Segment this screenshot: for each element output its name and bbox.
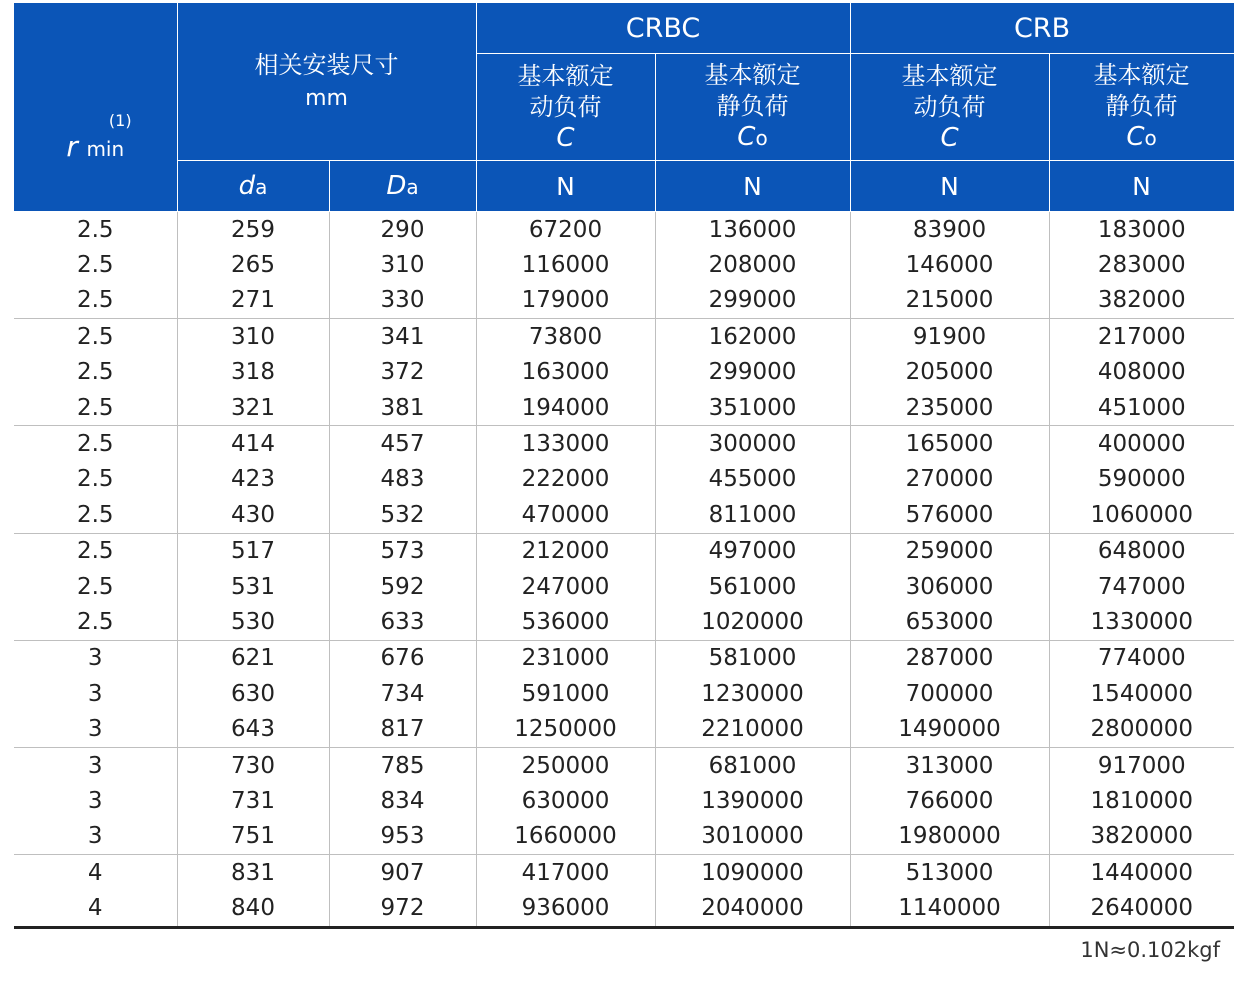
cell-crbc-static: 208000 xyxy=(655,247,850,282)
cell-Da: 676 xyxy=(329,640,476,676)
header-unit-crb-dynamic: N xyxy=(850,161,1049,212)
cell-crb-dynamic: 306000 xyxy=(850,569,1049,604)
cell-crb-dynamic: 287000 xyxy=(850,640,1049,676)
bearing-table-container xyxy=(14,2,1234,929)
cell-crb-static: 1330000 xyxy=(1049,604,1234,640)
cell-Da: 330 xyxy=(329,283,476,319)
cell-Da: 734 xyxy=(329,676,476,711)
cell-Da: 372 xyxy=(329,355,476,390)
cell-crb-dynamic: 513000 xyxy=(850,855,1049,891)
cell-Da: 483 xyxy=(329,462,476,497)
cell-crb-static: 1540000 xyxy=(1049,676,1234,711)
cell-crbc-static: 2210000 xyxy=(655,711,850,747)
mounting-unit: mm xyxy=(305,85,348,111)
cell-rmin: 4 xyxy=(14,890,177,927)
dyn-line1: 基本额定 xyxy=(517,61,614,90)
cell-rmin: 2.5 xyxy=(14,212,177,248)
cell-rmin: 2.5 xyxy=(14,604,177,640)
cell-crbc-static: 455000 xyxy=(655,462,850,497)
cell-da: 840 xyxy=(177,890,329,927)
bearing-load-table xyxy=(14,2,1235,929)
header-mounting-dimensions xyxy=(177,3,476,161)
cell-crbc-dynamic: 470000 xyxy=(476,497,655,533)
cell-Da: 972 xyxy=(329,890,476,927)
cell-crbc-static: 1230000 xyxy=(655,676,850,711)
cell-da: 414 xyxy=(177,426,329,462)
cell-crb-static: 1440000 xyxy=(1049,855,1234,891)
mounting-title: 相关安装尺寸 xyxy=(254,50,399,79)
cell-rmin: 3 xyxy=(14,640,177,676)
table-row xyxy=(14,212,1234,248)
cell-da: 310 xyxy=(177,319,329,355)
sta-line1: 基本额定 xyxy=(1093,61,1190,89)
cell-crb-dynamic: 1140000 xyxy=(850,890,1049,927)
cell-rmin: 3 xyxy=(14,819,177,855)
table-row xyxy=(14,569,1234,604)
cell-crb-static: 217000 xyxy=(1049,319,1234,355)
da-symbol: d xyxy=(238,171,256,201)
da-subscript: a xyxy=(255,175,268,199)
table-row xyxy=(14,247,1234,282)
table-row xyxy=(14,890,1234,927)
cell-rmin: 2.5 xyxy=(14,533,177,569)
cell-crbc-static: 3010000 xyxy=(655,819,850,855)
cell-rmin: 2.5 xyxy=(14,319,177,355)
cell-crbc-dynamic: 222000 xyxy=(476,462,655,497)
cell-crb-dynamic: 83900 xyxy=(850,212,1049,248)
cell-crb-static: 774000 xyxy=(1049,640,1234,676)
cell-crbc-static: 2040000 xyxy=(655,890,850,927)
cell-Da: 817 xyxy=(329,711,476,747)
dyn-symbol: C xyxy=(940,122,959,153)
cell-crb-dynamic: 1490000 xyxy=(850,711,1049,747)
cell-crb-dynamic: 215000 xyxy=(850,283,1049,319)
cell-crbc-static: 1090000 xyxy=(655,855,850,891)
sta-subscript: o xyxy=(1144,126,1157,150)
cell-Da: 532 xyxy=(329,497,476,533)
dyn-line2: 动负荷 xyxy=(913,92,986,121)
cell-rmin: 3 xyxy=(14,747,177,783)
cell-crb-static: 1060000 xyxy=(1049,497,1234,533)
cell-rmin: 3 xyxy=(14,711,177,747)
header-crb-static xyxy=(1049,54,1234,161)
cell-Da: 834 xyxy=(329,783,476,818)
cell-rmin: 4 xyxy=(14,855,177,891)
cell-rmin: 2.5 xyxy=(14,497,177,533)
cell-Da: 592 xyxy=(329,569,476,604)
cell-crbc-dynamic: 936000 xyxy=(476,890,655,927)
cell-crbc-static: 351000 xyxy=(655,390,850,426)
cell-da: 730 xyxy=(177,747,329,783)
cell-rmin: 3 xyxy=(14,676,177,711)
header-Da xyxy=(329,161,476,212)
header-rmin xyxy=(14,3,177,212)
cell-crb-dynamic: 165000 xyxy=(850,426,1049,462)
cell-crb-static: 1810000 xyxy=(1049,783,1234,818)
table-body xyxy=(14,212,1234,928)
cell-crbc-static: 1390000 xyxy=(655,783,850,818)
table-row xyxy=(14,747,1234,783)
header-da xyxy=(177,161,329,212)
cell-crbc-dynamic: 630000 xyxy=(476,783,655,818)
cell-crb-dynamic: 205000 xyxy=(850,355,1049,390)
cell-da: 531 xyxy=(177,569,329,604)
cell-crbc-static: 162000 xyxy=(655,319,850,355)
sta-symbol: C xyxy=(1126,122,1145,152)
header-crbc-static xyxy=(655,54,850,161)
cell-crb-static: 400000 xyxy=(1049,426,1234,462)
cell-da: 731 xyxy=(177,783,329,818)
cell-rmin: 2.5 xyxy=(14,426,177,462)
cell-da: 259 xyxy=(177,212,329,248)
rmin-footnote-mark: (1) xyxy=(108,111,132,130)
header-unit-crb-static: N xyxy=(1049,161,1234,212)
table-row xyxy=(14,355,1234,390)
sta-line1: 基本额定 xyxy=(704,61,801,89)
cell-crbc-static: 497000 xyxy=(655,533,850,569)
header-unit-crbc-dynamic: N xyxy=(476,161,655,212)
cell-crb-static: 3820000 xyxy=(1049,819,1234,855)
table-row xyxy=(14,462,1234,497)
cell-crb-dynamic: 146000 xyxy=(850,247,1049,282)
cell-crbc-static: 681000 xyxy=(655,747,850,783)
cell-crb-static: 408000 xyxy=(1049,355,1234,390)
cell-crbc-static: 811000 xyxy=(655,497,850,533)
Da-symbol: D xyxy=(386,171,407,201)
cell-rmin: 2.5 xyxy=(14,462,177,497)
cell-crbc-dynamic: 67200 xyxy=(476,212,655,248)
cell-crb-dynamic: 700000 xyxy=(850,676,1049,711)
cell-rmin: 2.5 xyxy=(14,355,177,390)
cell-crb-static: 917000 xyxy=(1049,747,1234,783)
cell-Da: 907 xyxy=(329,855,476,891)
table-row xyxy=(14,319,1234,355)
table-row xyxy=(14,819,1234,855)
cell-crbc-static: 1020000 xyxy=(655,604,850,640)
cell-crb-static: 183000 xyxy=(1049,212,1234,248)
sta-line2: 静负荷 xyxy=(716,92,789,120)
cell-crbc-dynamic: 536000 xyxy=(476,604,655,640)
cell-crbc-dynamic: 179000 xyxy=(476,283,655,319)
cell-crb-static: 451000 xyxy=(1049,390,1234,426)
cell-da: 318 xyxy=(177,355,329,390)
cell-rmin: 3 xyxy=(14,783,177,818)
cell-crbc-static: 299000 xyxy=(655,283,850,319)
cell-crb-dynamic: 235000 xyxy=(850,390,1049,426)
cell-crbc-dynamic: 73800 xyxy=(476,319,655,355)
table-row xyxy=(14,426,1234,462)
cell-crbc-dynamic: 116000 xyxy=(476,247,655,282)
rmin-subscript: min xyxy=(86,137,125,161)
cell-Da: 290 xyxy=(329,212,476,248)
cell-crbc-static: 299000 xyxy=(655,355,850,390)
cell-Da: 457 xyxy=(329,426,476,462)
cell-da: 621 xyxy=(177,640,329,676)
cell-crbc-static: 136000 xyxy=(655,212,850,248)
cell-crbc-dynamic: 1660000 xyxy=(476,819,655,855)
cell-crbc-dynamic: 1250000 xyxy=(476,711,655,747)
cell-crbc-dynamic: 247000 xyxy=(476,569,655,604)
cell-Da: 381 xyxy=(329,390,476,426)
header-crbc-dynamic xyxy=(476,54,655,161)
cell-crb-static: 590000 xyxy=(1049,462,1234,497)
cell-rmin: 2.5 xyxy=(14,247,177,282)
cell-crb-dynamic: 653000 xyxy=(850,604,1049,640)
table-row xyxy=(14,783,1234,818)
cell-crbc-dynamic: 163000 xyxy=(476,355,655,390)
cell-Da: 573 xyxy=(329,533,476,569)
sta-subscript: o xyxy=(755,126,768,150)
cell-da: 265 xyxy=(177,247,329,282)
dyn-symbol: C xyxy=(556,122,575,153)
cell-da: 831 xyxy=(177,855,329,891)
header-crbc: CRBC xyxy=(476,3,850,54)
cell-crb-static: 382000 xyxy=(1049,283,1234,319)
cell-crbc-static: 561000 xyxy=(655,569,850,604)
cell-crbc-static: 581000 xyxy=(655,640,850,676)
table-row xyxy=(14,604,1234,640)
cell-crbc-dynamic: 417000 xyxy=(476,855,655,891)
cell-da: 630 xyxy=(177,676,329,711)
cell-crb-dynamic: 1980000 xyxy=(850,819,1049,855)
cell-da: 430 xyxy=(177,497,329,533)
dyn-line1: 基本额定 xyxy=(901,61,998,90)
cell-crb-dynamic: 91900 xyxy=(850,319,1049,355)
table-row xyxy=(14,283,1234,319)
cell-crb-dynamic: 766000 xyxy=(850,783,1049,818)
cell-Da: 785 xyxy=(329,747,476,783)
cell-crb-static: 283000 xyxy=(1049,247,1234,282)
cell-crbc-dynamic: 133000 xyxy=(476,426,655,462)
header-unit-crbc-static: N xyxy=(655,161,850,212)
header-crb-dynamic xyxy=(850,54,1049,161)
cell-Da: 310 xyxy=(329,247,476,282)
table-row xyxy=(14,676,1234,711)
cell-rmin: 2.5 xyxy=(14,569,177,604)
cell-crbc-static: 300000 xyxy=(655,426,850,462)
cell-da: 751 xyxy=(177,819,329,855)
table-row xyxy=(14,640,1234,676)
cell-crb-static: 747000 xyxy=(1049,569,1234,604)
cell-crb-dynamic: 576000 xyxy=(850,497,1049,533)
cell-crb-dynamic: 259000 xyxy=(850,533,1049,569)
cell-crb-static: 2640000 xyxy=(1049,890,1234,927)
cell-crbc-dynamic: 591000 xyxy=(476,676,655,711)
cell-da: 517 xyxy=(177,533,329,569)
header-crb: CRB xyxy=(850,3,1234,54)
dyn-line2: 动负荷 xyxy=(529,92,602,121)
cell-Da: 953 xyxy=(329,819,476,855)
table-row xyxy=(14,533,1234,569)
cell-crbc-dynamic: 212000 xyxy=(476,533,655,569)
Da-subscript: a xyxy=(406,175,419,199)
cell-da: 271 xyxy=(177,283,329,319)
cell-rmin: 2.5 xyxy=(14,390,177,426)
table-header xyxy=(14,3,1234,212)
cell-crb-static: 2800000 xyxy=(1049,711,1234,747)
cell-da: 530 xyxy=(177,604,329,640)
cell-crbc-dynamic: 231000 xyxy=(476,640,655,676)
cell-da: 643 xyxy=(177,711,329,747)
unit-conversion-note: 1N≈0.102kgf xyxy=(1080,938,1220,962)
cell-da: 423 xyxy=(177,462,329,497)
cell-crb-static: 648000 xyxy=(1049,533,1234,569)
table-row xyxy=(14,855,1234,891)
cell-crbc-dynamic: 194000 xyxy=(476,390,655,426)
cell-da: 321 xyxy=(177,390,329,426)
cell-crb-dynamic: 313000 xyxy=(850,747,1049,783)
cell-Da: 633 xyxy=(329,604,476,640)
cell-crbc-dynamic: 250000 xyxy=(476,747,655,783)
cell-rmin: 2.5 xyxy=(14,283,177,319)
table-row xyxy=(14,711,1234,747)
sta-symbol: C xyxy=(737,122,756,152)
table-row xyxy=(14,390,1234,426)
sta-line2: 静负荷 xyxy=(1105,92,1178,120)
cell-crb-dynamic: 270000 xyxy=(850,462,1049,497)
cell-Da: 341 xyxy=(329,319,476,355)
rmin-symbol: r xyxy=(66,130,78,163)
table-row xyxy=(14,497,1234,533)
